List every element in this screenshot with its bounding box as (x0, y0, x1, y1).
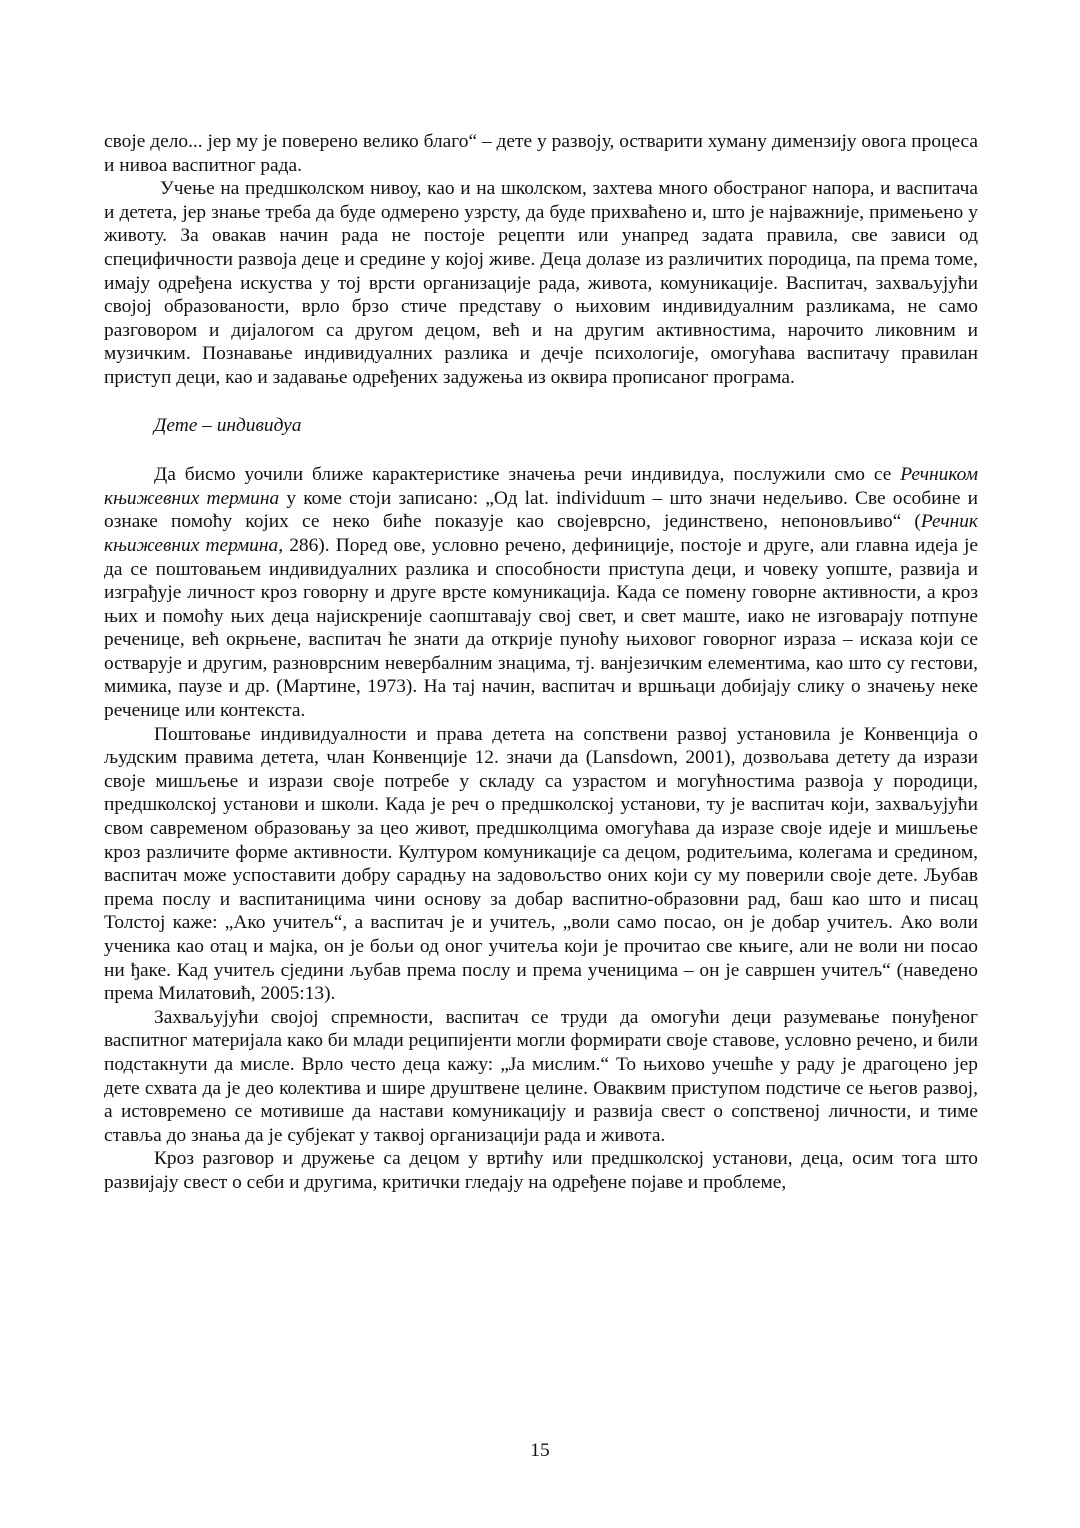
text-run: , 286). Поред ове, условно речено, дефиниције, постоје и друге, али главна идеја је да се поштовањем индивидуалних разлика и способности приступа деци, и човеку уопште, развија и изграђује личност кроз говорну и друге врсте комуникација. Када се помену говорне активности, а кроз њих и помоћу њих деца најискреније саопштавају свој свет, и свет маште, иако не изговарају потпуне реченице, већ окрњене, васпитач ће знати да открије пуноћу њиховог говорног израза – исказа који се остварује и другим, разноврсним невербалним знацима, тј. ванјезичким елементима, као што су гестови, мимика, паузе и др. (Мартине, 1973). На тај начин, васпитач и вршњаци добијају слику о значењу неке реченице или контекста. (104, 534, 978, 722)
paragraph-learning: Учење на предшколском нивоу, као и на школском, захтева много обостраног напора, и васпитача и детета, јер знање треба да буде одмерено узрсту, да буде прихваћено и, што је најважније, примењено у животу. За овакав начин рада не постоје рецепти или унапред задата правила, све зависи од специфичности развоја деце и средине у којој живе. Деца долазе из различитих породица, па према томе, имају одређена искуства у тој врсти организације рада, живота, комуникације. Васпитач, захваљујући својој образованости, врло брзо стиче представу о њиховим индивидуалним разликама, не само разговором и дијалогом са другом децом, већ и на другим активностима, нарочито ликовним и музичким. Познавање индивидуалних разлика и дечје психологије, омогућава васпитачу правилан приступ деци, као и задавање одређених задужења из оквира прописаног програма. (104, 178, 978, 388)
italic-title: Речником књижевних термина (104, 464, 978, 509)
text-run: Да бисмо уочили ближе карактеристике значења речи индивидуа, послужили смо се (154, 464, 901, 486)
section-heading: Дете – индивидуа (154, 414, 302, 436)
paragraph-conversation: Кроз разговор и дружење са децом у вртићу или предшколској установи, деца, осим тога што развијају свест о себи и другима, критички гледају на одређене појаве и проблеме, (104, 1148, 978, 1193)
italic-title: Речник књижевних термина (104, 511, 978, 556)
paragraph-readiness: Захваљујући својој спремности, васпитач се труди да омогући деци разумевање понуђеног васпитног материјала како би млади реципијенти могли формирати своје ставове, условно речено, и били подстакнути да мисле. Врло често деца кажу: „Ја мислим.“ То њихово учешће у раду је драгоцено јер дете схвата да је део колектива и шире друштвене целине. Оваквим приступом подстиче се његов развој, а истовремено се мотивише да настави комуникацију и развија свест о сопственој личности, и тиме стављa до знања да је субјекат у таквој организацији рада и живота. (104, 1006, 978, 1146)
paragraph-continuation: своје дело... јер му је поверено велико благо“ – дете у развоју, остварити хуману димензију овога процеса и нивоа васпитног рада. (104, 131, 978, 176)
paragraph-definition (104, 463, 978, 723)
text-run: у коме стоји записано: „Од lat. individuum – што значи недељиво. Све особине и ознаке помоћу којих се неко биће показује као својеврсно, јединствено, непоновљиво“ ( (104, 487, 978, 533)
paragraph-convention: Поштовање индивидуалности и права детета на сопствени развој установила је Конвенција о људским правима детета, члан Конвенције 12. значи да (Lansdown, 2001), дозвољава детету да изрази своје мишљење и изрази своје потребе у складу са узрастом и могућностима развоја у породици, предшколској установи и школи. Када је реч о предшколској установи, ту је васпитач који, захваљујући свом савременом образовању за цео живот, предшколцима омогућава да изразе своје идеје и мишљење кроз различите форме активности. Културом комуникације са децом, родитељима, колегама и средином, васпитач може успоставити добру сарадњу на задовољство оних који су му поверили своје дете. Љубав према послу и васпитаницима чини основу за добар васпитно-образовни рад, баш као што и писац Толстој каже: „Ако учитељ“, а васпитач је и учитељ, „воли само посао, он је добар учитељ. Ако воли ученика као отац и мајка, он је бољи од оног учитеља који је прочитао све књиге, али не воли ни посао ни ђаке. Кад учитељ сједини љубав према послу и према ученицима – он је савршен учитељ“ (наведено према Милатовић, 2005:13). (104, 723, 978, 1005)
body-text (104, 130, 978, 1195)
page-number: 15 (530, 1440, 550, 1461)
